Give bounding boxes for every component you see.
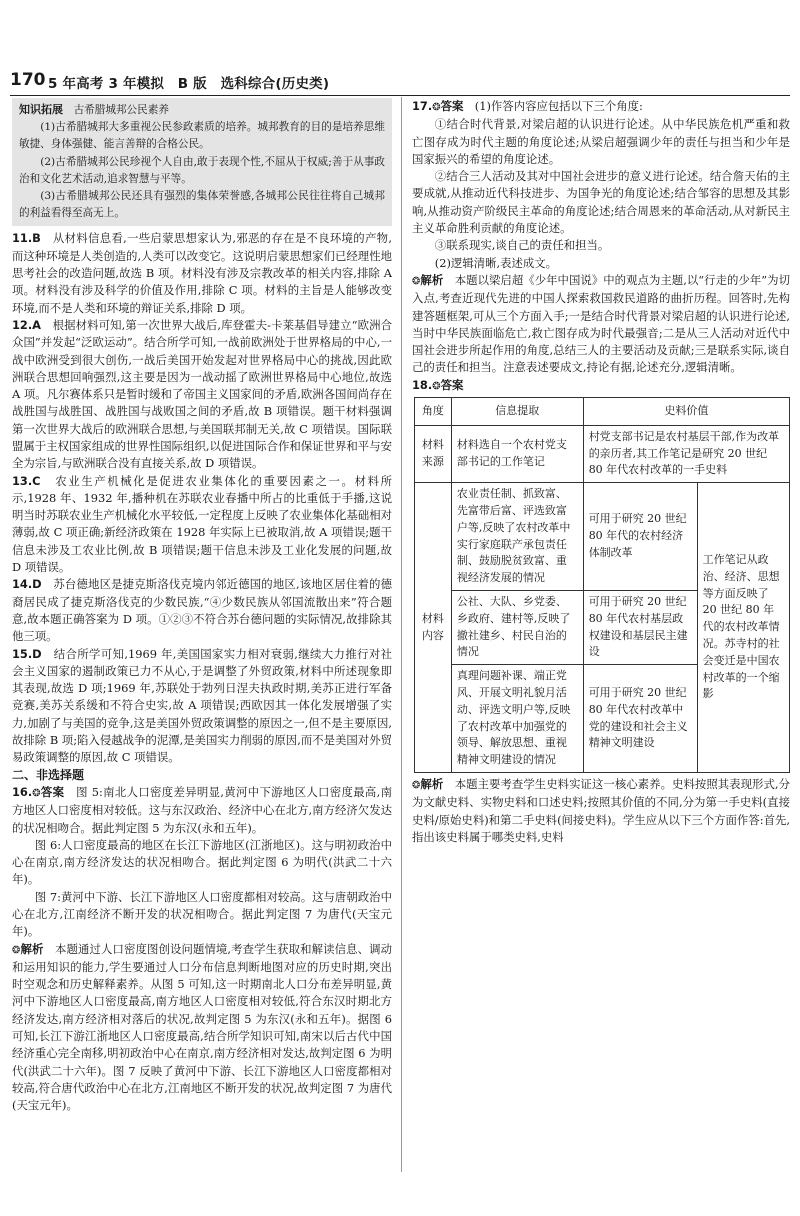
answer-16 (12, 784, 392, 837)
question-number: 12.A (12, 317, 41, 332)
question-number: 18. (412, 377, 433, 392)
analysis-16 (12, 941, 392, 1115)
header-rule (10, 95, 790, 96)
answer-14 (12, 576, 392, 645)
answer-18-heading (412, 377, 790, 395)
table-cell-angle: 材料内容 (415, 483, 452, 773)
table-header: 史料价值 (583, 398, 789, 426)
table-cell-info: 公社、大队、乡党委、乡政府、建村等,反映了撤社建乡、村民自治的情况 (451, 591, 583, 665)
section-heading: 二、非选择题 (12, 767, 85, 782)
answer-text: 农业生产机械化是促进农业集体化的重要因素之一。材料所示,1928 年、1932 年,播种机在苏联农业春播中所占的比重低于手播,这说明当时苏联农业生产机械化水平较低,一定程度上反映了农业集体化基础相对薄弱,故 C 项正确;新经济政策在 1928 年实际上已被取消,故 A 项错误;题干信息未涉及工农业比例,故 B 项错误;题干信息未涉及工业化发展的问题,故 D 项错误。 (12, 473, 392, 575)
table-cell-common-value: 工作笔记从政治、经济、思想等方面反映了 20 世纪 80 年代的农村改革情况。苏寺村的社会变迁是中国农村改革的一个缩影 (697, 483, 789, 773)
answer-text: 从材料信息看,一些启蒙思想家认为,邪恶的存在是不良环境的产物,而这种环境是人类创造的,人类可以改变它。这说明启蒙思想家们已经理性地思考社会的改造问题,故选 B 项。材料没有涉及宗教改革的相关内容,排除 A 项。材料没有涉及科学的价值及作用,排除 C 项。材料的主旨是人能够改变环境,而不是人类和环境的辩证关系,排除 D 项。 (12, 231, 392, 315)
source-value-table (414, 397, 790, 773)
table-cell-value: 村党支部书记是农村基层干部,作为改革的亲历者,其工作笔记是研究 20 世纪 80 年代农村改革的一手史料 (583, 425, 789, 482)
table-cell-info: 材料选自一个农村党支部书记的工作笔记 (451, 425, 583, 482)
answer-11 (12, 230, 392, 316)
answer-tag-icon: ❂ (432, 380, 441, 392)
question-number: 17. (412, 99, 433, 113)
analysis-tag-icon: ❂ (412, 275, 421, 287)
table-row (415, 483, 790, 591)
table-row (415, 425, 790, 482)
question-number: 13.C (12, 473, 41, 488)
answer-point: ②结合三人活动及其对中国社会进步的意义进行论述。结合詹天佑的主要成就,从推动近代科技进步、为国争光的角度论述;结合邹容的思想及其影响,从推动资产阶级民主革命的角度论述;结合周恩来的革命活动,从对新民主主义革命胜利贡献的角度论述。 (412, 169, 790, 236)
answer-12 (12, 317, 392, 473)
table-cell-value: 可用于研究 20 世纪 80 年代农村基层政权建设和基层民主建设 (583, 591, 697, 665)
table-cell-info: 农业责任制、抓致富、先富带后富、评选致富户等,反映了农村改革中实行家庭联产承包责任制、鼓励脱贫致富、重视经济发展的情况 (451, 483, 583, 591)
knowledge-item: (2)古希腊城邦公民珍视个人自由,敢于表现个性,不屈从于权威;善于从事政治和文化艺术活动,追求智慧与平等。 (19, 155, 385, 185)
answer-tag-icon: ❂ (32, 787, 41, 799)
answer-text: 苏台德地区是捷克斯洛伐克境内邻近德国的地区,该地区居住着的德裔居民成了捷克斯洛伐克的少数民族,“④少数民族从邻国流散出来”符合题意,故本题正确答案为 D 项。①②③不符合苏台德问题的实际情况,故排除其他三项。 (12, 577, 392, 644)
answer-text: 根据材料可知,第一次世界大战后,库登霍夫-卡莱基倡导建立“欧洲合众国”并发起“泛欧运动”。结合所学可知,一战前欧洲处于世界格局的中心,一战中欧洲受到很大创伤,一战后美国开始发起对世界格局中心的挑战,因此欧洲联合思想回响强烈,这主要是因为一战动摇了欧洲世界格局中心地位,故选 A 项。凡尔赛体系只是暂时缓和了帝国主义国家间的矛盾,欧洲各国间尚存在战胜国与战胜国、战胜国与战败国之间的矛盾,故 B 项错误。题干材料强调第一次世界大战后的欧洲联合思想,与美国联邦制无关,故 C 项错误。国际联盟属于主权国家组成的世界性国际组织,以促进国际合作和保证世界和平与安全为宗旨,与欧洲联合没有直接关系,故 D 项错误。 (12, 317, 392, 471)
answer-point: ①结合时代背景,对梁启超的认识进行论述。从中华民族危机严重和救亡图存成为时代主题的角度论述;从梁启超强调少年的责任与担当和少年是国家振兴的希望的角度论述。 (412, 117, 790, 166)
analysis-tag: 解析 (420, 776, 444, 791)
answer-tag: 答案 (440, 377, 464, 392)
analysis-17 (412, 272, 790, 377)
analysis-tag: 解析 (20, 941, 44, 956)
answer-tag-icon: ❂ (432, 102, 441, 113)
book-title: 5 年高考 3 年模拟 B 版 选科综合(历史类) (48, 76, 330, 92)
table-header: 角度 (415, 398, 452, 426)
left-column (12, 98, 392, 1115)
answer-text: 结合所学可知,1969 年,美国国家实力相对衰弱,继续大力推行对社会主义国家的遏制政策已力不从心,于是调整了外贸政策,材料中所述现象即其表现,故选 D 项;1969 年,苏联处于勃列日涅夫执政时期,美苏正进行军备竞赛,美苏关系缓和不符合史实,故 A 项错误;西欧因其一体化发展增强了实力,加剧了与美国的竞争,这是美国外贸政策调整的原因之一,但不是主要原因,故排除 B 项;陷入侵越战争的泥潭,是美国实力削弱的原因,而不是美国对外贸易政策调整的原因,故 C 项错误。 (12, 646, 392, 765)
knowledge-title: 古希腊城邦公民素养 (73, 104, 169, 116)
right-column (412, 98, 790, 846)
table-cell-value: 可用于研究 20 世纪 80 年代农村改革中党的建设和社会主义精神文明建设 (583, 665, 697, 773)
table-header-row (415, 398, 790, 426)
answer-17 (412, 98, 790, 116)
table-cell-info: 真理问题补课、端正党风、开展文明礼貌月活动、评选文明户等,反映了农村改革中加强党的领导、解放思想、重视精神文明建设的情况 (451, 665, 583, 773)
analysis-text: 本题主要考查学生史料实证这一核心素养。史料按照其表现形式,分为文献史料、实物史料和口述史料;按照其价值的不同,分为第一手史料(直接史料/原始史料)和第二手史料(间接史料)。学生应从以下三个方面作答:首先,指出该史料属于哪类史料,史料 (412, 776, 790, 844)
question-number: 14.D (12, 577, 42, 592)
analysis-text: 本题以梁启超《少年中国说》中的观点为主题,以“行走的少年”为切入点,考查近现代先进的中国人探索救国救民道路的曲折历程。回答时,先构建答题框架,可从三个方面入手;一是结合时代背景对梁启超的认识进行论述,当时中华民族面临危亡,救亡图存成为时代最强音;二是从三人活动对近代中国社会进步所起作用的角度,总结三人的主要活动及贡献;三是联系实际,谈自己的责任和担当。注意表述要成文,持论有据,论述充分,逻辑清晰。 (412, 272, 790, 375)
knowledge-heading: 知识拓展 (19, 103, 63, 116)
column-divider (401, 97, 402, 1172)
answer-13 (12, 473, 392, 577)
answer-line: 图 7:黄河中下游、长江下游地区人口密度都相对较高。这与唐朝政治中心在北方,江南经济不断开发的状况相吻合。据此判定图 7 为唐代(天宝元年)。 (12, 889, 392, 939)
answer-intro: (1)作答内容应包括以下三个角度: (474, 99, 643, 113)
analysis-tag-icon: ❂ (412, 779, 421, 791)
table-header: 信息提取 (451, 398, 583, 426)
table-cell-angle: 材料来源 (415, 425, 452, 482)
knowledge-box (12, 98, 392, 226)
page-number: 170 (10, 70, 46, 90)
question-number: 11.B (12, 231, 41, 246)
analysis-tag: 解析 (420, 272, 444, 287)
answer-tag: 答案 (40, 784, 65, 799)
page-header (10, 70, 790, 92)
analysis-tag-icon: ❂ (12, 944, 21, 956)
answer-line: 图 6:人口密度最高的地区在长江下游地区(江浙地区)。这与明初政治中心在南京,南方经济发达的状况相吻合。据此判定图 6 为明代(洪武二十六年)。 (12, 837, 392, 887)
question-number: 15.D (12, 646, 42, 661)
analysis-18 (412, 776, 790, 846)
answer-point: ③联系现实,谈自己的责任和担当。 (434, 238, 610, 253)
table-cell-value: 可用于研究 20 世纪 80 年代的农村经济体制改革 (583, 483, 697, 591)
answer-15 (12, 646, 392, 767)
answer-tag: 答案 (440, 99, 464, 113)
knowledge-item: (1)古希腊城邦大多重视公民参政素质的培养。城邦教育的目的是培养思维敏捷、身体强健、能言善辩的合格公民。 (19, 121, 385, 151)
analysis-text: 本题通过人口密度图创设问题情境,考查学生获取和解读信息、调动和运用知识的能力,学生要通过人口分布信息判断地图对应的历史时期,突出时空观念和历史解释素养。从图 5 可知,这一时期南北人口分布差异明显,黄河中下游地区人口密度最高,南方地区人口密度相对较低,符合东汉时期北方经济发达,南方经济相对落后的状况,故判定图 5 为东汉(永和五年)。据图 6 可知,长江下游江浙地区人口密度最高,结合所学知识可知,南宋以后古代中国经济重心完全南移,明初政治中心在南京,南方经济相对发达,故判定图 6 为明代(洪武二十六年)。图 7 反映了黄河中下游、长江下游地区人口密度都相对较高,符合唐代政治中心在北方,江南地区不断开发的状况,故判定图 7 为唐代(天宝元年)。 (12, 941, 392, 1113)
knowledge-item: (3)古希腊城邦公民还具有强烈的集体荣誉感,各城邦公民往往将自己城邦的利益看得至高无上。 (19, 190, 385, 220)
question-number: 16. (12, 784, 33, 799)
answer-line: 图 5:南北人口密度差异明显,黄河中下游地区人口密度最高,南方地区人口密度相对较低。这与东汉政治、经济中心在北方,南方经济欠发达的状况相吻合。据此判定图 5 为东汉(永和五年)。 (12, 784, 392, 835)
answer-part2: (2)逻辑清晰,表述成文。 (434, 255, 558, 270)
